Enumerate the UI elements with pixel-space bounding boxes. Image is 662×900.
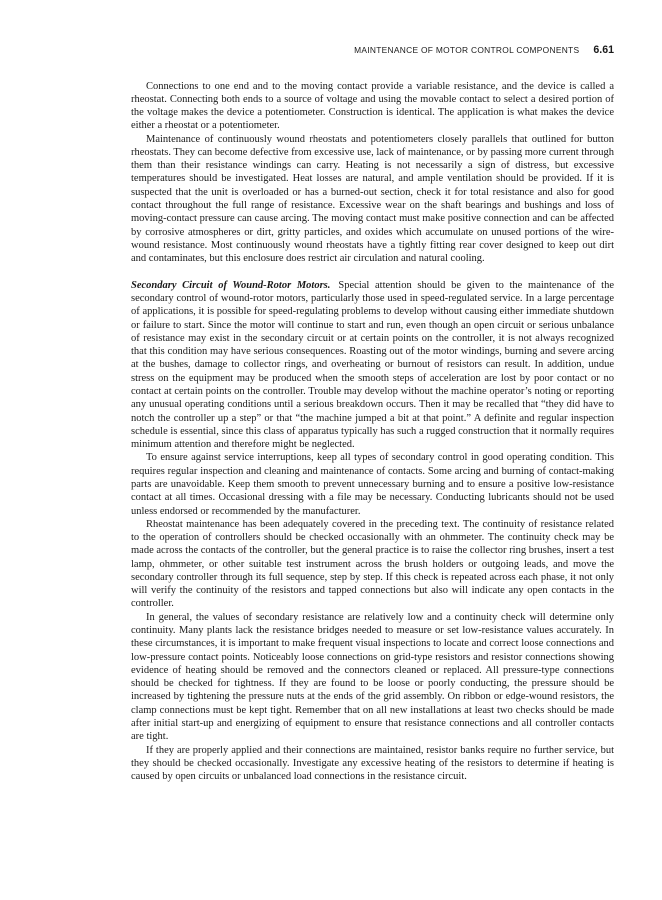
paragraph-resistor-banks: If they are properly applied and their connections are maintained, resistor banks require no further service, but they should be checked occasionally. Investigate any excessive heating of the resistors to determine if heating is caused by open circuits or unbalanced load connections in the resistance circuit. (131, 744, 614, 783)
running-title: MAINTENANCE OF MOTOR CONTROL COMPONENTS (354, 45, 580, 55)
body-text (131, 80, 614, 784)
paragraph-secondary-circuit: Secondary Circuit of Wound-Rotor Motors. Special attention should be given to the maintenance of the secondary control of wound-rotor motors, particularly those used in speed-regulated service. In a large percentage of applications, it is possible for speed-regulating problems to develop without causing either immediate shutdown or failure to start. Since the motor will continue to start and run, even though an open circuit or serious unbalance of resistance may exist in the secondary circuit or at certain points on the controller, it is not always recognized that this condition may have serious consequences. Roasting out of the motor windings, burning and severe arcing at the bushes, damage to collector rings, and overheating or burnout of resistors can result. In addition, undue stress on the equipment may be produced when the smooth steps of acceleration are lost by poor contact or no contact at certain points on the controller. Trouble may develop without the machine operator’s noting or reporting any unusual operating conditions until a serious breakdown occurs. Then it may be recalled that “they did have to notch the controller up a step” or that “the machine jumped a bit at that point.” A definite and regular inspection schedule is essential, since this class of apparatus typically has such a rugged construction that it normally requires minimum attention and therefore might be neglected. (131, 279, 615, 451)
paragraph-secondary-resistance: In general, the values of secondary resistance are relatively low and a continuity check will determine only continuity. Many plants lack the resistance bridges needed to measure or set low-resistance values accurately. In these circumstances, it is important to make frequent visual inspections to locate and correct loose connections and low-pressure contact points. Noticeably loose connections on grid-type resistors and resistor connections showing evidence of heating should be removed and the connectors cleaned or replaced. All pressure-type connections should be checked for tightness. If they are found to be loose or poorly conducting, the pressure should be increased by tightening the pressure nuts at the ends of the grid assembly. On ribbon or edge-wound resistors, the clamp connections must be kept tight. Remember that on all new installations at least two checks should be made after initial start-up and energizing of equipment to ensure that resistance connections and all controller contacts are tight. (131, 611, 614, 743)
section-heading: Secondary Circuit of Wound-Rotor Motors. (131, 279, 331, 291)
paragraph-continuity-check: Rheostat maintenance has been adequately covered in the preceding text. The continuity of resistance related to the operation of controllers should be checked occasionally with an ohmmeter. The continuity check may be made across the contacts of the controller, but the general practice is to raise the collector ring brushes, insert a test lamp, ohmmeter, or other suitable test instrument across the brush holders or outgoing leads, and move the secondary controller through its full sequence, step by step. If this check is repeated across each phase, it not only will verify the continuity of the resistors and tapped connections but also will indicate any open contacts in the controller. (131, 518, 614, 610)
page-number: 6.61 (593, 44, 614, 56)
paragraph-rheostat-maintenance: Maintenance of continuously wound rheostats and potentiometers closely parallels that outlined for button rheostats. They can become defective from excessive use, lack of maintenance, or by passing more current through them than their resistance windings can carry. Heating is not necessarily a sign of distress, but excessive temperatures should be investigated. Heat losses are natural, and ample ventilation should be provided. If it is suspected that the unit is overloaded or has a burned-out section, check it for total resistance and also for good contact throughout the full range of resistance. Excessive wear on the shaft bearings and bushings and loss of moving-contact pressure can cause arcing. The moving contact must make positive connection and can be affected by corrosive atmospheres or dirt, gritty particles, and oxides which accumulate on unused portions of the wire-wound resistance. Most continuously wound rheostats have a tightly fitting rear cover designed to keep out dirt and contaminates, but this enclosure does restrict air circulation and natural cooling. (131, 133, 614, 265)
paragraph-rheostat-definition: Connections to one end and to the moving contact provide a variable resistance, and the device is called a rheostat. Connecting both ends to a source of voltage and using the movable contact to select a desired portion of the voltage makes the device a potentiometer. Construction is identical. The application is what makes the device either a rheostat or a potentiometer. (131, 80, 614, 132)
running-header (131, 44, 614, 56)
paragraph-service-interruptions: To ensure against service interruptions, keep all types of secondary control in good operating condition. This requires regular inspection and cleaning and maintenance of contacts. Some arcing and burning of contact-making parts are unavoidable. Keep them smooth to prevent unnecessary burning and to ensure a positive low-resistance contact at all times. Occasional dressing with a file may be necessary. Conducting lubricants should not be used unless endorsed or recommended by the manufacturer. (131, 452, 614, 517)
